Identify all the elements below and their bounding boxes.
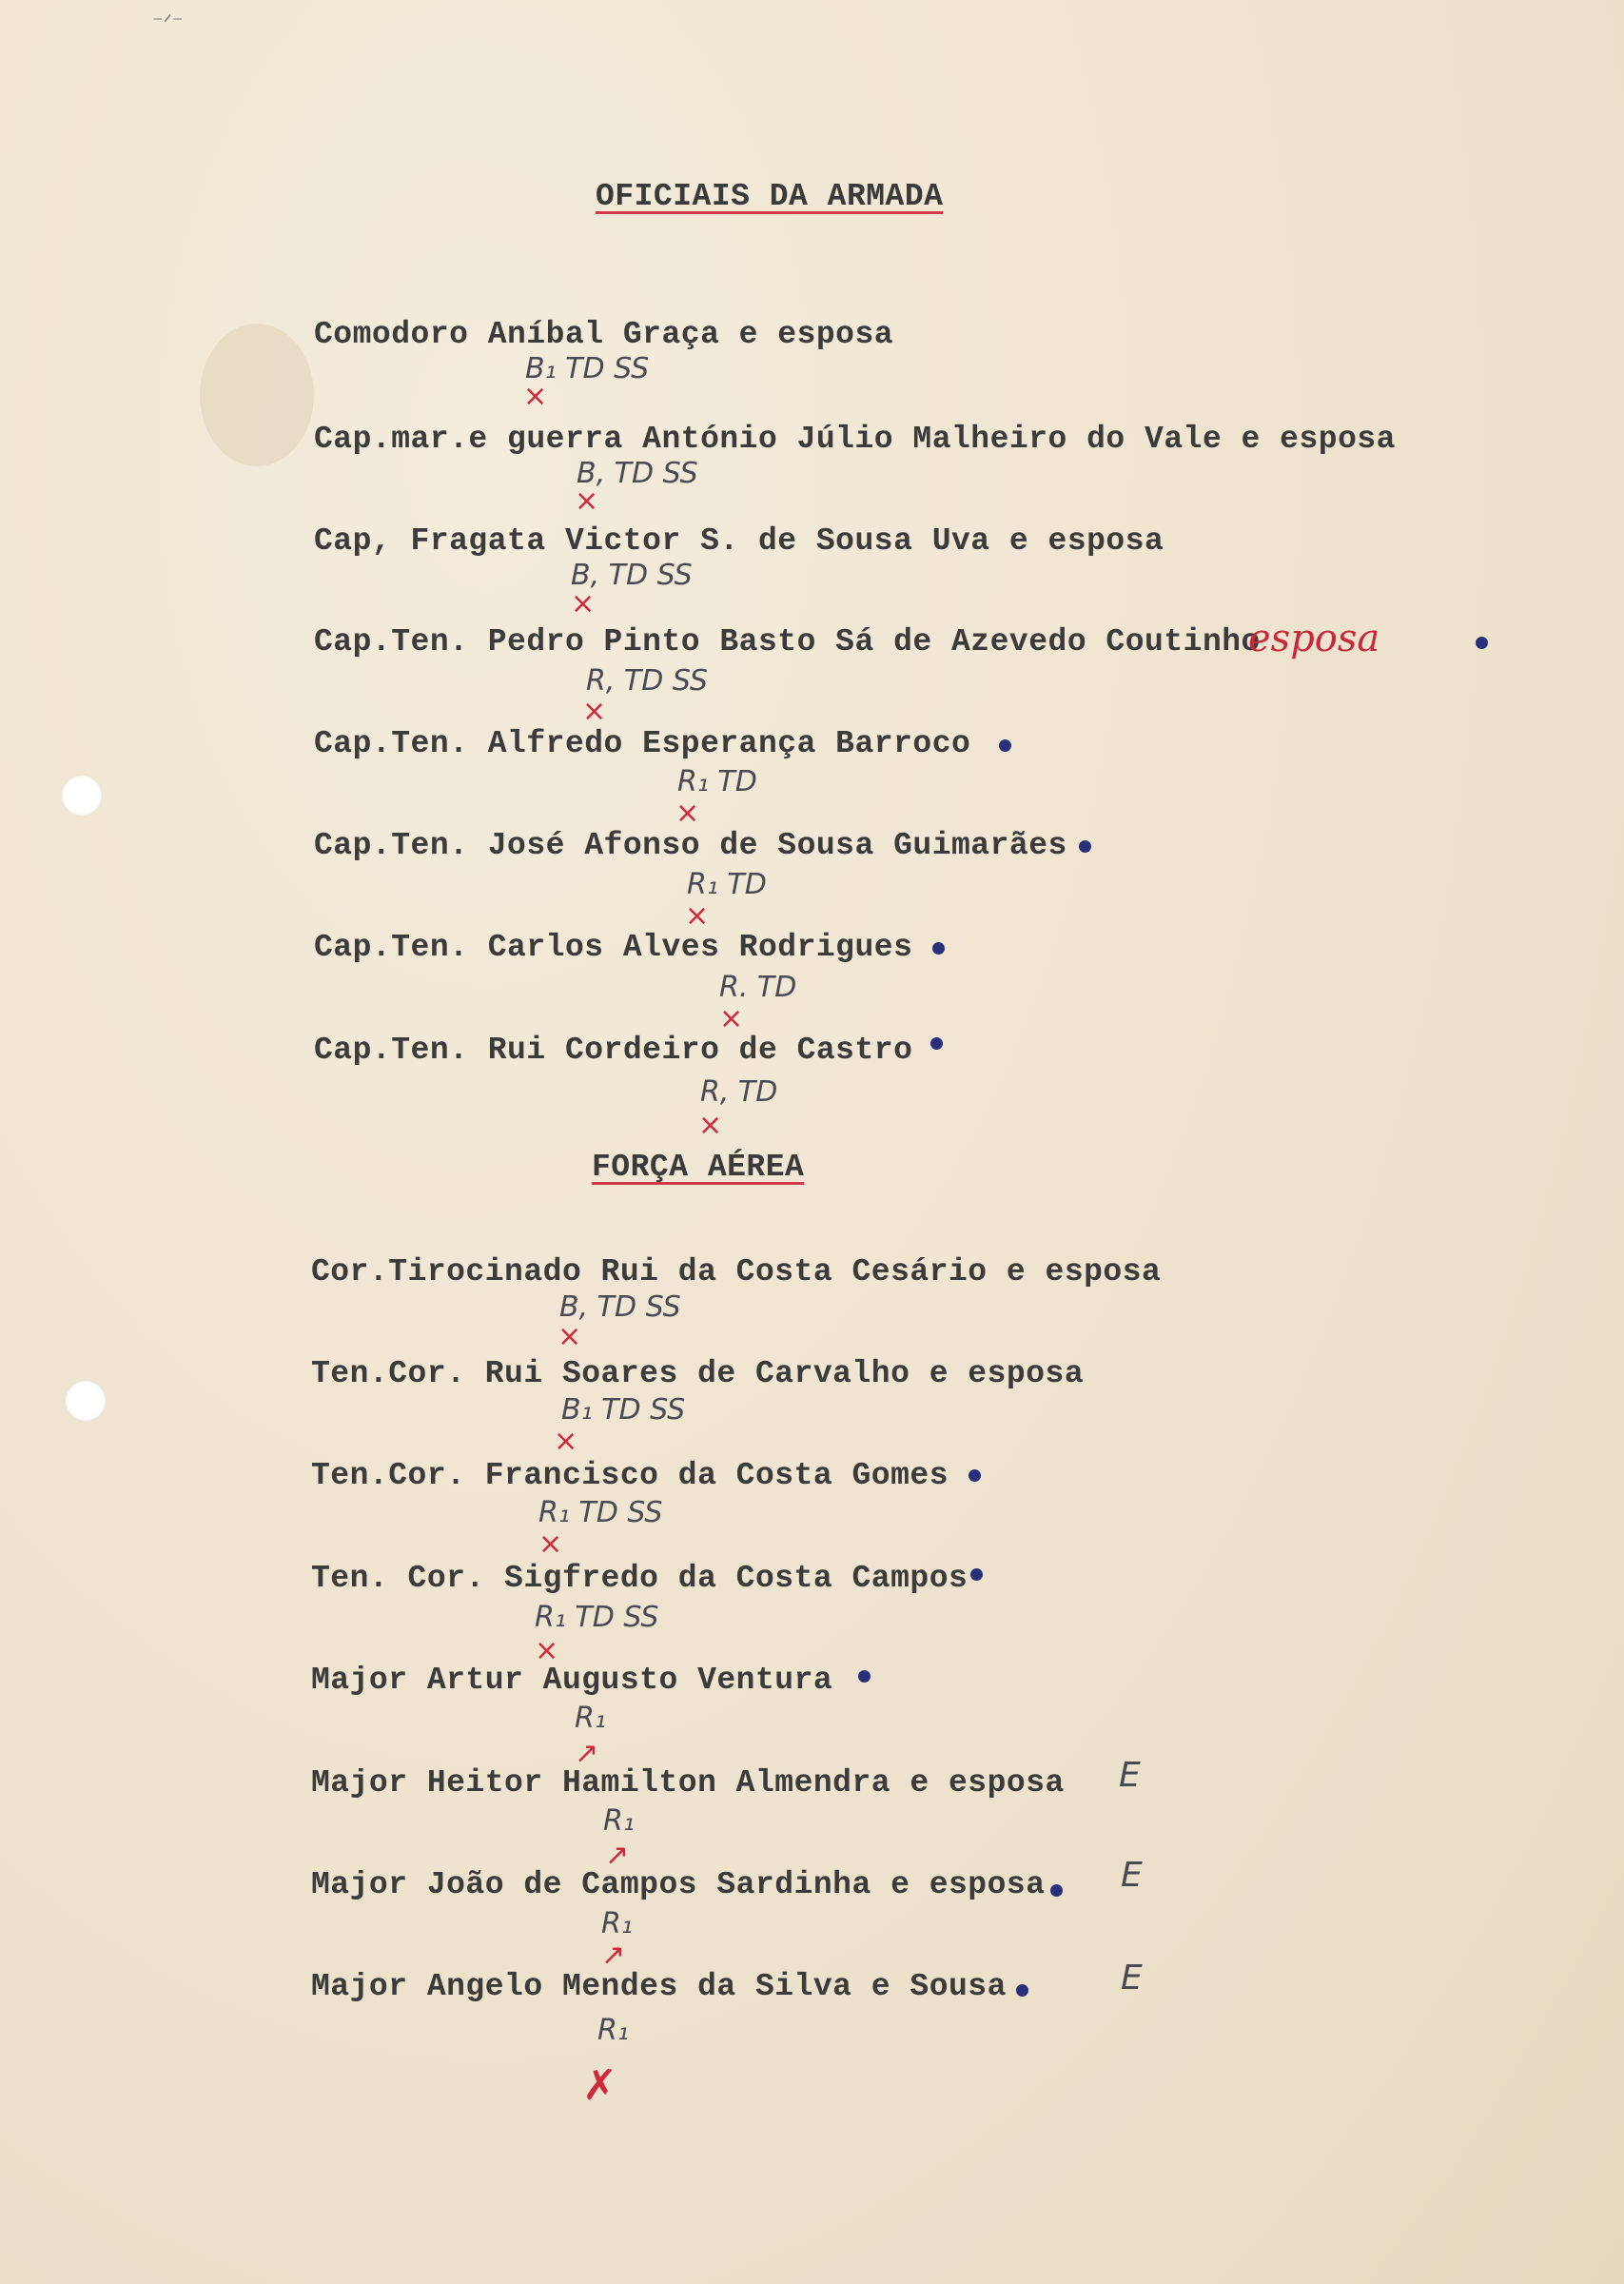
red-x-mark: ↗ <box>605 1839 630 1872</box>
air-notes-7: R₁ <box>601 1907 633 1940</box>
air-notes-6: R₁ <box>603 1804 635 1838</box>
red-x-mark: × <box>582 695 607 728</box>
red-x-mark: × <box>575 484 599 518</box>
blue-dot-mark <box>1050 1884 1063 1897</box>
red-x-mark: × <box>698 1109 723 1142</box>
red-x-mark: × <box>685 899 710 933</box>
blue-dot-mark <box>932 942 945 955</box>
e-mark: E <box>1121 1959 1143 1998</box>
navy-entry-7: Cap.Ten. Carlos Alves Rodrigues <box>314 930 913 965</box>
red-x-mark: × <box>558 1320 582 1353</box>
blue-dot-mark <box>969 1469 981 1482</box>
air-notes-4: R₁ TD SS <box>535 1601 659 1634</box>
handwritten-margin-note: esposa <box>1248 617 1380 660</box>
navy-notes-6: R₁ TD <box>687 868 767 901</box>
navy-entry-6: Cap.Ten. José Afonso de Sousa Guimarães <box>314 828 1067 863</box>
blue-dot-mark <box>1016 1984 1028 1997</box>
blue-dot-mark <box>930 1037 943 1050</box>
e-mark: E <box>1119 1756 1141 1795</box>
blue-dot-mark <box>1079 840 1091 853</box>
e-mark: E <box>1121 1856 1143 1895</box>
punch-hole-bottom <box>65 1380 107 1422</box>
air-entry-2: Ten.Cor. Rui Soares de Carvalho e esposa <box>311 1356 1085 1391</box>
navy-notes-3: B, TD SS <box>571 559 693 592</box>
red-x-mark: × <box>675 797 700 830</box>
air-entry-8: Major Angelo Mendes da Silva e Sousa <box>311 1969 1007 2004</box>
air-notes-8: R₁ <box>597 2014 629 2047</box>
punch-hole-top <box>61 775 103 817</box>
blue-dot-mark <box>970 1568 983 1581</box>
navy-entry-5: Cap.Ten. Alfredo Esperança Barroco <box>314 726 971 761</box>
air-notes-1: B, TD SS <box>559 1290 681 1324</box>
heading-navy: OFICIAIS DA ARMADA <box>596 179 944 214</box>
red-x-mark: × <box>535 1634 559 1667</box>
red-x-mark: × <box>538 1527 563 1561</box>
red-x-mark: × <box>523 380 548 413</box>
blue-dot-mark <box>999 739 1011 752</box>
air-entry-4: Ten. Cor. Sigfredo da Costa Campos <box>311 1561 969 1596</box>
navy-notes-1: B₁ TD SS <box>525 352 650 385</box>
red-x-mark: × <box>571 587 596 620</box>
navy-notes-2: B, TD SS <box>577 457 698 490</box>
navy-entry-4: Cap.Ten. Pedro Pinto Basto Sá de Azevedo Coutinho <box>314 624 1261 660</box>
air-notes-2: B₁ TD SS <box>561 1393 686 1427</box>
red-x-mark: × <box>719 1002 744 1035</box>
navy-notes-8: R, TD <box>700 1075 778 1109</box>
blue-dot-mark <box>858 1670 871 1683</box>
red-x-mark: ✗ <box>582 2061 617 2110</box>
heading-air-force: FORÇA AÉREA <box>592 1150 805 1185</box>
blue-dot-mark <box>1476 637 1488 649</box>
air-entry-5: Major Artur Augusto Ventura <box>311 1663 833 1698</box>
red-x-mark: ↗ <box>601 1939 626 1972</box>
navy-notes-5: R₁ TD <box>677 765 757 798</box>
corner-mark: ⁻ᐟ⁻ <box>152 11 184 35</box>
stain <box>200 324 314 466</box>
navy-entry-1: Comodoro Aníbal Graça e esposa <box>314 317 894 352</box>
air-notes-5: R₁ <box>575 1702 606 1735</box>
navy-notes-7: R. TD <box>719 971 797 1004</box>
navy-notes-4: R, TD SS <box>586 664 708 698</box>
navy-entry-3: Cap, Fragata Victor S. de Sousa Uva e esposa <box>314 523 1164 559</box>
navy-entry-8: Cap.Ten. Rui Cordeiro de Castro <box>314 1033 913 1068</box>
air-entry-3: Ten.Cor. Francisco da Costa Gomes <box>311 1458 949 1493</box>
navy-entry-2: Cap.mar.e guerra António Júlio Malheiro do Vale e esposa <box>314 422 1396 457</box>
air-entry-7: Major João de Campos Sardinha e esposa <box>311 1867 1046 1902</box>
air-notes-3: R₁ TD SS <box>538 1496 663 1529</box>
red-x-mark: ↗ <box>575 1737 599 1770</box>
air-entry-6: Major Heitor Hamilton Almendra e esposa <box>311 1765 1065 1801</box>
air-entry-1: Cor.Tirocinado Rui da Costa Cesário e esposa <box>311 1254 1162 1290</box>
red-x-mark: × <box>554 1425 578 1458</box>
